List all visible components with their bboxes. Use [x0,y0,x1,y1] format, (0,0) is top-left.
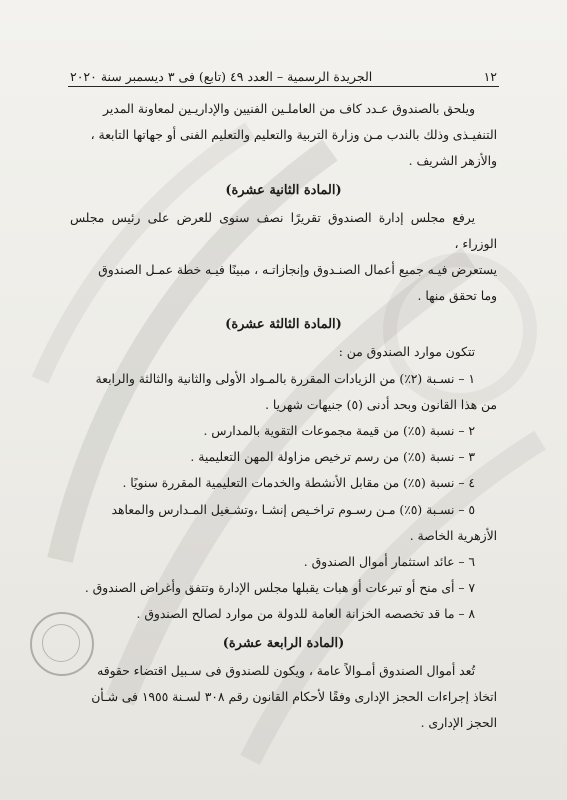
paragraph-line: وما تحقق منها . [417,289,497,304]
list-item: ٣ – نسبة (٥٪) من رسم ترخيص مزاولة المهن التعليمية . [190,450,475,465]
paragraph-line: يستعرض فيـه جميع أعمال الصنـدوق وإنجازاتـه ، مبينًا فيـه خطة عمـل الصندوق [98,263,497,278]
paragraph-line: تُعد أموال الصندوق أمـوالاً عامة ، ويكون للصندوق فى سـبيل اقتضاء حقوقه [97,663,475,678]
article-14-heading: (المادة الرابعة عشرة) [222,635,345,651]
list-item: من هذا القانون وبحد أدنى (٥) جنيهات شهريا . [265,397,497,412]
article-13-heading: (المادة الثالثة عشرة) [225,317,342,333]
list-item: ٥ – نسـبة (٥٪) مـن رسـوم تراخـيص إنشـا ،وتشـغيل المـدارس والمعاهد [111,502,475,517]
list-item: ٢ – نسبة (٥٪) من قيمة مجموعات التقوية بالمدارس . [203,424,475,439]
paragraph-line: التنفيـذى وذلك بالندب مـن وزارة التربية والتعليم والتعليم الفنى أو جهاتها التابعة ، [90,128,497,143]
list-item: ٤ – نسبة (٥٪) من مقابل الأنشطة والخدمات التعليمية المقررة سنويًا . [122,476,475,491]
paragraph-line: والأزهر الشريف . [408,154,497,169]
header-divider [68,86,499,87]
page-number: ١٢ [483,69,497,84]
article-12-heading: (المادة الثانية عشرة) [225,182,342,198]
list-item: الأزهرية الخاصة . [409,528,497,543]
document-body [70,96,497,736]
publication-title: الجريدة الرسمية – العدد ٤٩ (تابع) فى ٣ ديسمبر سنة ٢٠٢٠ [70,69,373,84]
page-header [70,58,497,84]
paragraph-line: تتكون موارد الصندوق من : [338,345,475,360]
paragraph-line: الحجز الإدارى . [420,716,497,731]
paragraph-line: ويلحق بالصندوق عـدد كاف من العاملـين الفنيين والإداريـين لمعاونة المدير [103,102,475,116]
paragraph-line: اتخاذ إجراءات الحجز الإدارى وفقًا لأحكام القانون رقم ٣٠٨ لسـنة ١٩٥٥ فى شـأن [91,689,497,704]
list-item: ٨ – ما قد تخصصه الخزانة العامة للدولة من موارد لصالح الصندوق . [136,607,475,622]
list-item: ٧ – أى منح أو تبرعات أو هبات يقبلها مجلس الإدارة وتتفق وأغراض الصندوق . [84,581,475,596]
list-item: ١ – نسـبة (٢٪) من الزيادات المقررة بالمـواد الأولى والثانية والثالثة والرابعة [95,371,475,386]
list-item: ٦ – عائد استثمار أموال الصندوق . [303,555,475,570]
paragraph-line: يرفع مجلس إدارة الصندوق تقريرًا نصف سنوى للعرض على رئيس مجلس الوزراء ، [70,210,497,251]
